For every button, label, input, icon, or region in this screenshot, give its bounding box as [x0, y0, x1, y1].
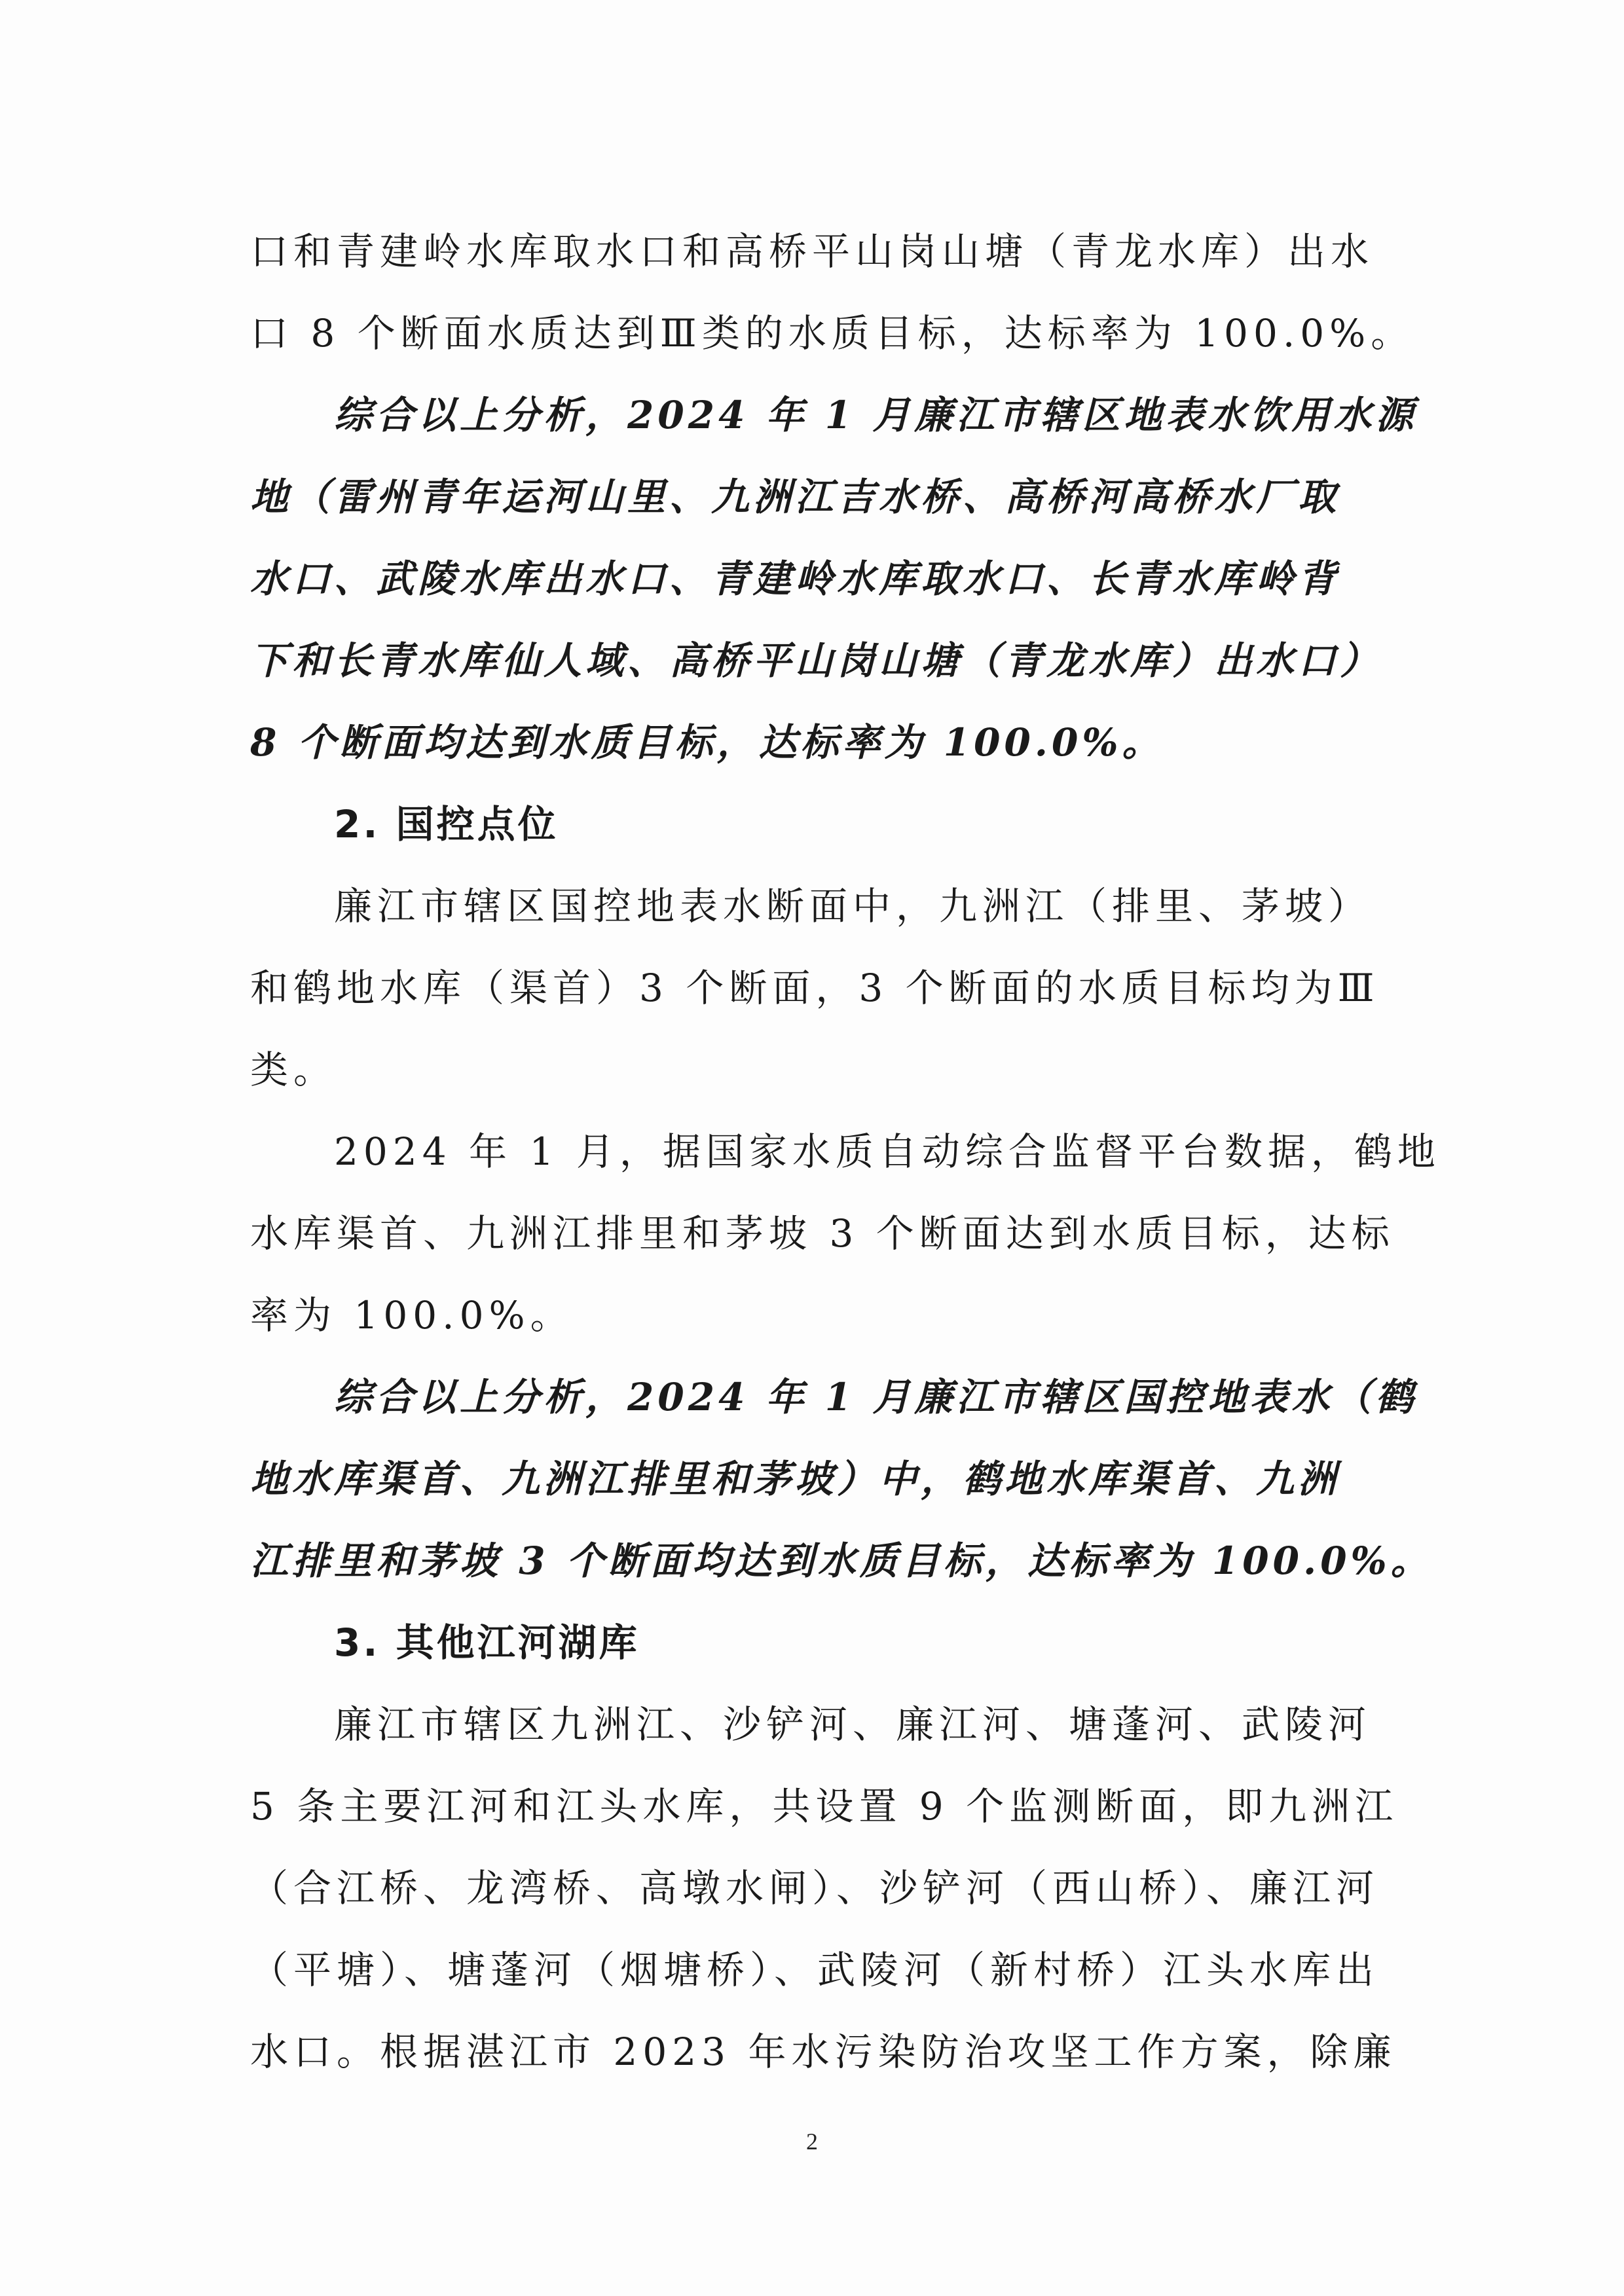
document-body [250, 211, 1441, 2093]
text-line: 地（雷州青年运河山里、九洲江吉水桥、高桥河高桥水厂取 [250, 475, 1340, 519]
text-line: 类。 [250, 1048, 337, 1092]
text-line: 口和青建岭水库取水口和高桥平山岗山塘（青龙水库）出水 [250, 229, 1375, 274]
text-line: 廉江市辖区九洲江、沙铲河、廉江河、塘蓬河、武陵河 [334, 1702, 1372, 1747]
section-heading: 2. 国控点位 [334, 802, 559, 847]
text-line: 和鹤地水库（渠首）3 个断面，3 个断面的水质目标均为Ⅲ [250, 966, 1380, 1010]
text-line: 综合以上分析，2024 年 1 月廉江市辖区地表水饮用水源 [334, 393, 1418, 437]
section-heading: 3. 其他江河湖库 [334, 1620, 640, 1665]
text-line: 口 8 个断面水质达到Ⅲ类的水质目标，达标率为 100.0%。 [250, 311, 1414, 355]
text-line: 水口、武陵水库出水口、青建岭水库取水口、长青水库岭背 [250, 556, 1340, 601]
text-line: 综合以上分析，2024 年 1 月廉江市辖区国控地表水（鹤 [334, 1375, 1418, 1419]
text-line: 2024 年 1 月，据国家水质自动综合监督平台数据，鹤地 [334, 1129, 1441, 1174]
text-line: 地水库渠首、九洲江排里和茅坡）中，鹤地水库渠首、九洲 [250, 1457, 1340, 1501]
text-line: 率为 100.0%。 [250, 1293, 574, 1338]
page-number: 2 [806, 2128, 818, 2155]
text-line: 水口。根据湛江市 2023 年水污染防治攻坚工作方案，除廉 [250, 2030, 1397, 2074]
text-line: 8 个断面均达到水质目标，达标率为 100.0%。 [250, 720, 1164, 765]
text-line: 5 条主要江河和江头水库，共设置 9 个监测断面，即九洲江 [250, 1784, 1399, 1829]
text-line: 江排里和茅坡 3 个断面均达到水质目标，达标率为 100.0%。 [250, 1539, 1433, 1583]
text-line: （平塘）、塘蓬河（烟塘桥）、武陵河（新村桥）江头水库出 [250, 1948, 1380, 1992]
text-line: 水库渠首、九洲江排里和茅坡 3 个断面达到水质目标，达标 [250, 1211, 1395, 1256]
text-line: （合江桥、龙湾桥、高墩水闸）、沙铲河（西山桥）、廉江河 [250, 1866, 1380, 1910]
text-line: 廉江市辖区国控地表水断面中，九洲江（排里、茅坡） [334, 884, 1372, 928]
text-line: 下和长青水库仙人域、高桥平山岗山塘（青龙水库）出水口） [250, 638, 1382, 683]
